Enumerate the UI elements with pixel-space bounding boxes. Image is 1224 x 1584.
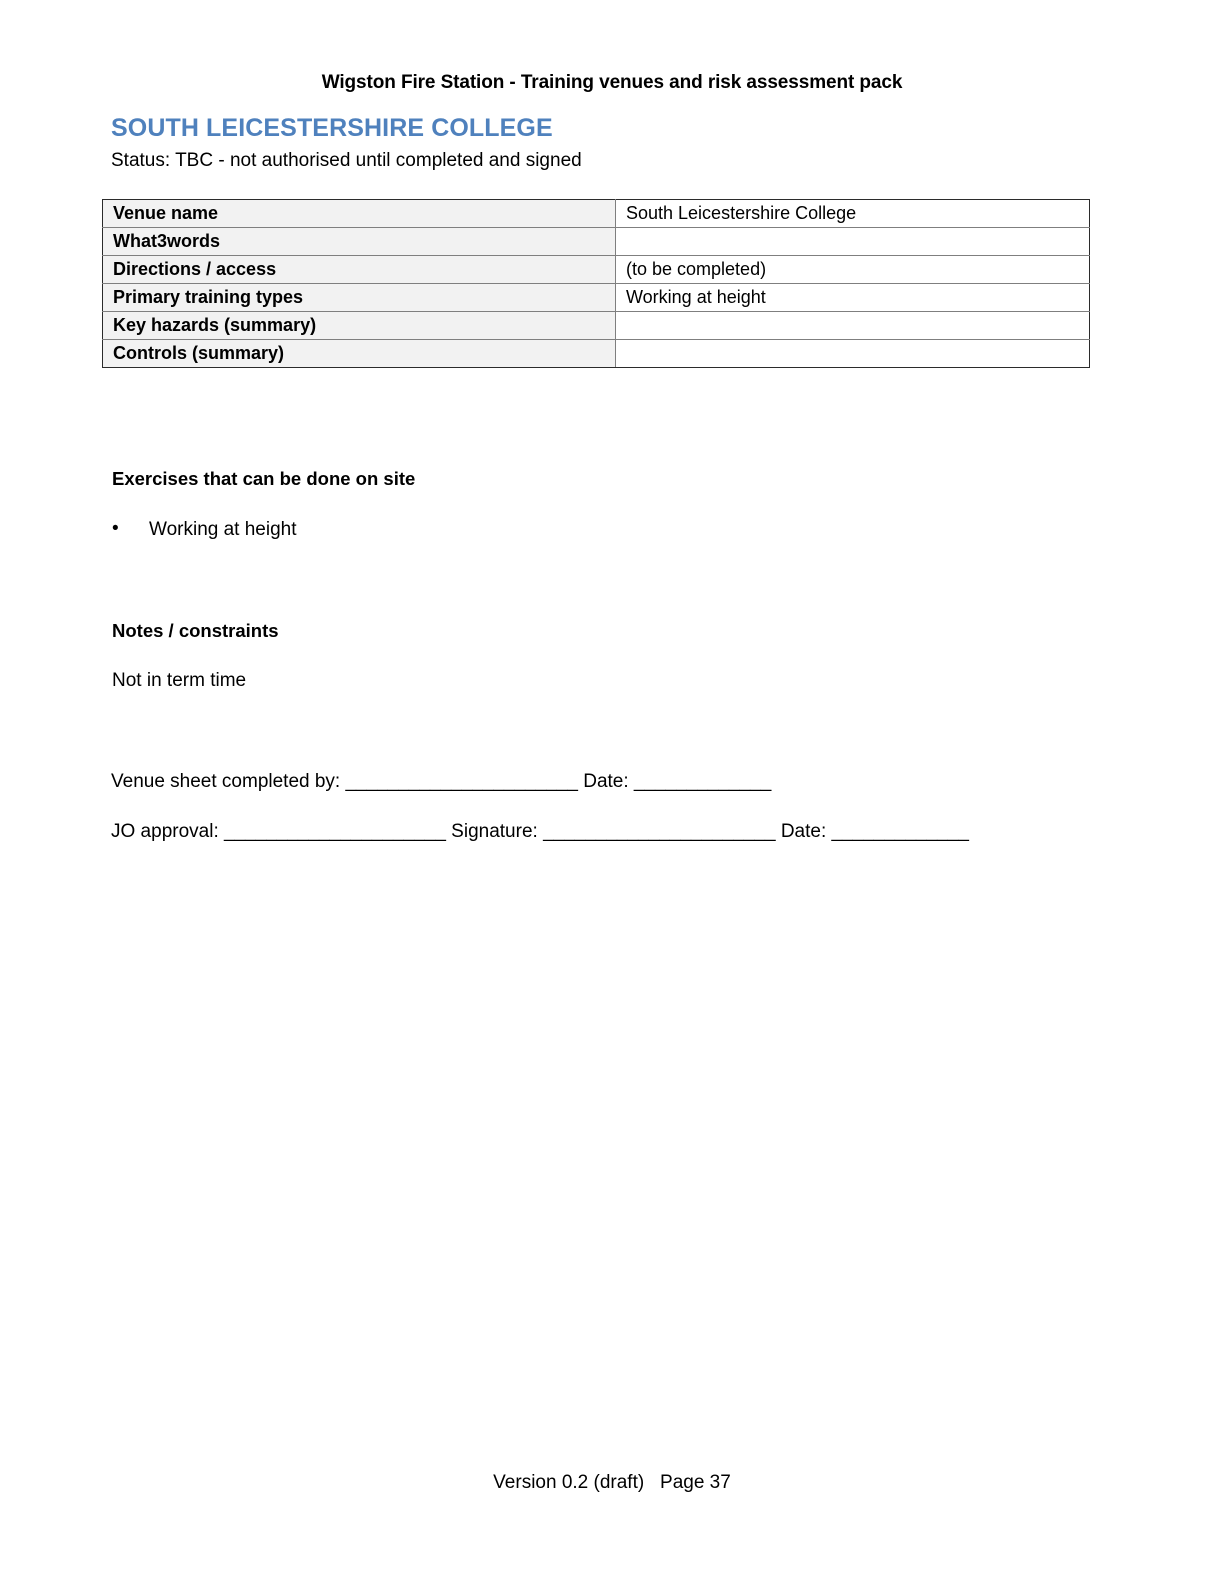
table-cell-value: South Leicestershire College xyxy=(616,200,1090,228)
table-cell-label: Venue name xyxy=(103,200,616,228)
signoff-jo-approval-line: JO approval: _____________________ Signature: ______________________ Date: _____________ xyxy=(111,821,969,842)
table-row xyxy=(103,256,1090,284)
list-item-label: Working at height xyxy=(149,519,297,540)
table-cell-value xyxy=(616,340,1090,368)
venue-heading: SOUTH LEICESTERSHIRE COLLEGE xyxy=(111,114,553,142)
signoff-completed-by-line: Venue sheet completed by: ______________________ Date: _____________ xyxy=(111,771,772,792)
table-cell-value: (to be completed) xyxy=(616,256,1090,284)
table-cell-value xyxy=(616,312,1090,340)
page-footer: Version 0.2 (draft) Page 37 xyxy=(493,1472,731,1493)
venue-details-table-body xyxy=(103,200,1090,368)
table-row xyxy=(103,200,1090,228)
list-item xyxy=(112,517,297,543)
bullet-icon: • xyxy=(112,518,119,539)
exercises-section-heading: Exercises that can be done on site xyxy=(112,468,416,489)
table-row xyxy=(103,312,1090,340)
table-cell-value xyxy=(616,228,1090,256)
exercises-list xyxy=(112,517,297,543)
table-cell-label: What3words xyxy=(103,228,616,256)
venue-status-line: Status: TBC - not authorised until completed and signed xyxy=(111,150,582,171)
table-cell-label: Directions / access xyxy=(103,256,616,284)
table-row xyxy=(103,284,1090,312)
table-row xyxy=(103,340,1090,368)
table-cell-value: Working at height xyxy=(616,284,1090,312)
notes-body-text: Not in term time xyxy=(112,670,247,691)
running-header-title: Wigston Fire Station - Training venues and risk assessment pack xyxy=(321,72,903,93)
venue-details-table xyxy=(102,199,1090,368)
table-row xyxy=(103,228,1090,256)
table-cell-label: Primary training types xyxy=(103,284,616,312)
table-cell-label: Controls (summary) xyxy=(103,340,616,368)
table-cell-label: Key hazards (summary) xyxy=(103,312,616,340)
notes-section-heading: Notes / constraints xyxy=(112,620,279,641)
